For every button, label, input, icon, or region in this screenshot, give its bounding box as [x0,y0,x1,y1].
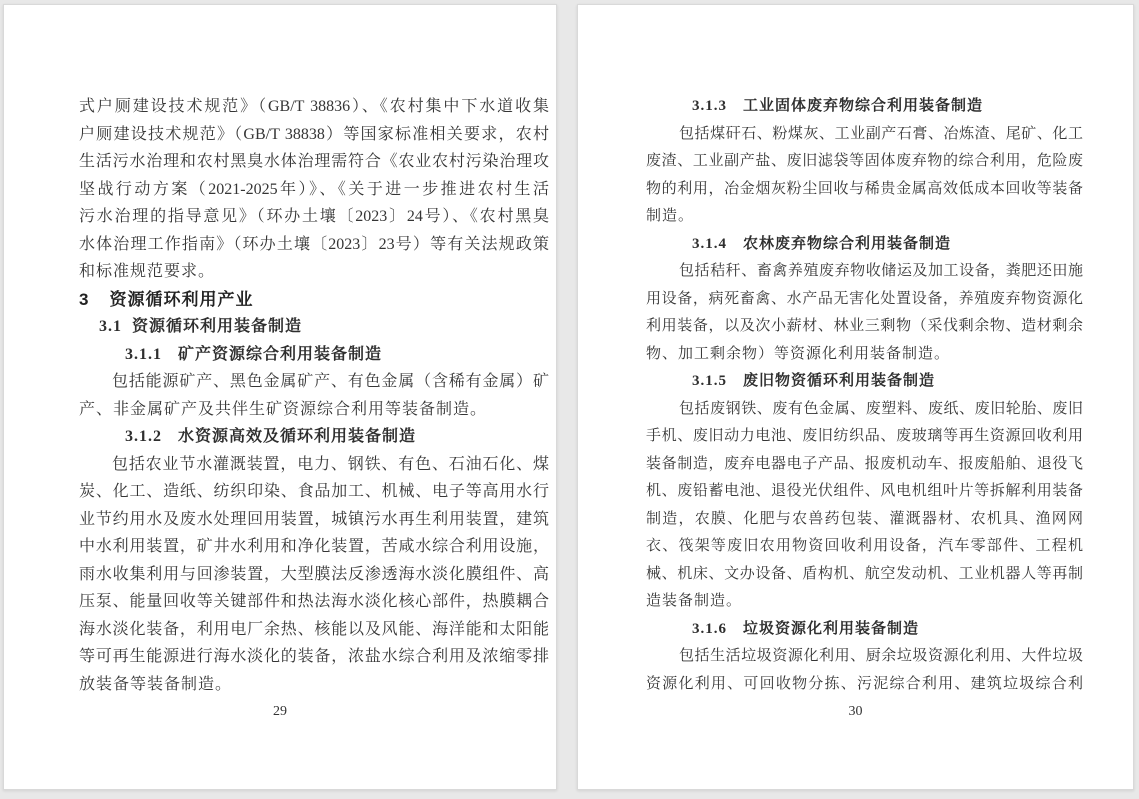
text-line: 户厕建设技术规范》（GB/T 38838）等国家标准相关要求，农村 [79,125,549,143]
heading-number: 3.1.5 [692,373,727,389]
heading-number: 3.1.1 [125,345,162,363]
text-line: 物的利用，冶金烟灰粉尘回收与稀贵金属高效低成本回收等装备 [646,180,1083,197]
heading-number: 3.1.6 [692,620,727,637]
heading-number: 3.1.2 [125,428,162,445]
heading-title: 废旧物资循环利用装备制造 [743,373,936,389]
text-line: 物、加工剩余物）等资源化利用装备制造。 [646,345,951,362]
heading-number: 3 [79,289,90,309]
page-number: 29 [273,704,287,719]
text-line: 炭、化工、造纸、纺织印染、食品加工、机械、电子等高用水行 [79,483,549,500]
heading-h1 [79,286,549,314]
heading-number: 3.1.4 [692,235,727,252]
text-line: 装备制造，废弃电器电子产品、报废机动车、报废船舶、退役飞 [646,455,1083,472]
document-page-right [577,4,1134,790]
heading-h2 [79,313,549,341]
text-line: 产、非金属矿产及共伴生矿资源综合利用等装备制造。 [79,400,488,418]
text-line: 包括废钢铁、废有色金属、废塑料、废纸、废旧轮胎、废旧 [679,400,1083,417]
text-line: 包括能源矿产、黑色金属矿产、有色金属（含稀有金属）矿 [112,373,549,390]
page-number: 30 [848,704,863,719]
heading-title: 工业固体废弃物综合利用装备制造 [743,98,984,114]
heading-title: 资源循环利用产业 [109,289,254,309]
text-line: 制造。 [646,208,695,224]
text-line: 等可再生能源进行海水淡化的装备，浓盐水综合利用及浓缩零排 [79,648,549,665]
page-text-block [79,93,549,698]
text-line: 压泵、能量回收等关键部件和热法海水淡化核心部件，热膜耦合 [79,593,549,610]
document-page-left [3,4,557,790]
text-line: 制造，农膜、化肥与农兽药包装、灌溉器材、农机具、渔网网 [646,510,1083,527]
text-line: 放装备等装备制造。 [79,675,233,693]
text-line: 造装备制造。 [646,593,743,609]
text-line: 水体治理工作指南》（环办土壤〔2023〕23号）等有关法规政策 [79,235,549,253]
heading-title: 资源循环利用装备制造 [132,318,303,335]
heading-title: 农林废弃物综合利用装备制造 [743,235,952,252]
text-line: 用设备，病死畜禽、水产品无害化处置设备，养殖废弃物资源化 [646,290,1083,307]
text-line: 生活污水治理和农村黑臭水体治理需符合《农业农村污染治理攻 [79,153,549,170]
heading-h3 [646,368,1083,396]
heading-title: 垃圾资源化利用装备制造 [743,620,920,637]
heading-title: 矿产资源综合利用装备制造 [178,345,383,363]
text-line: 污水治理的指导意见》（环办土壤〔2023〕24号）、《农村黑臭 [79,208,549,225]
text-line: 业节约用水及废水处理回用装置，城镇污水再生利用装置，建筑 [79,510,549,528]
text-line: 资源化利用、可回收物分拣、污泥综合利用、建筑垃圾综合利 [646,675,1083,692]
text-line: 衣、筏架等废旧农用物资回收利用设备，汽车零部件、工程机 [646,538,1083,554]
text-line: 海水淡化装备，利用电厂余热、核能以及风能、海洋能和太阳能 [79,620,549,638]
text-line: 中水利用装置，矿井水利用和净化装置，苦咸水综合利用设施， [79,538,549,555]
text-line: 手机、废旧动力电池、废旧纺织品、废玻璃等再生资源回收利用 [646,428,1083,444]
text-line: 废渣、工业副产盐、废旧滤袋等固体废弃物的综合利用，危险废 [646,153,1083,169]
heading-h3 [646,231,1083,259]
text-line: 械、机床、文办设备、盾构机、航空发动机、工业机器人等再制 [646,565,1083,582]
heading-h3 [646,93,1083,121]
text-line: 包括煤矸石、粉煤灰、工业副产石膏、冶炼渣、尾矿、化工 [679,125,1083,142]
text-line: 雨水收集利用与回渗装置，大型膜法反渗透海水淡化膜组件、高 [79,565,549,583]
text-line: 机、废铅蓄电池、退役光伏组件、风电机组叶片等拆解利用装备 [646,483,1083,499]
text-line: 包括农业节水灌溉装置，电力、钢铁、有色、石油石化、煤 [112,455,549,473]
heading-number: 3.1.3 [692,98,727,114]
heading-h3 [646,616,1083,644]
page-text-block [646,93,1083,698]
text-line: 坚战行动方案（2021-2025年）》、《关于进一步推进农村生活 [79,180,549,198]
heading-h3 [79,341,549,369]
text-line: 式户厕建设技术规范》（GB/T 38836）、《农村集中下水道收集 [79,98,549,115]
heading-title: 水资源高效及循环利用装备制造 [178,428,417,445]
text-line: 包括生活垃圾资源化利用、厨余垃圾资源化利用、大件垃圾 [679,648,1083,664]
heading-h3 [79,423,549,451]
heading-number: 3.1 [99,318,122,335]
text-line: 包括秸秆、畜禽养殖废弃物收储运及加工设备，粪肥还田施 [679,263,1083,279]
text-line: 利用装备，以及次小薪材、林业三剩物（采伐剩余物、造材剩余 [646,318,1083,334]
text-line: 和标准规范要求。 [79,263,216,280]
